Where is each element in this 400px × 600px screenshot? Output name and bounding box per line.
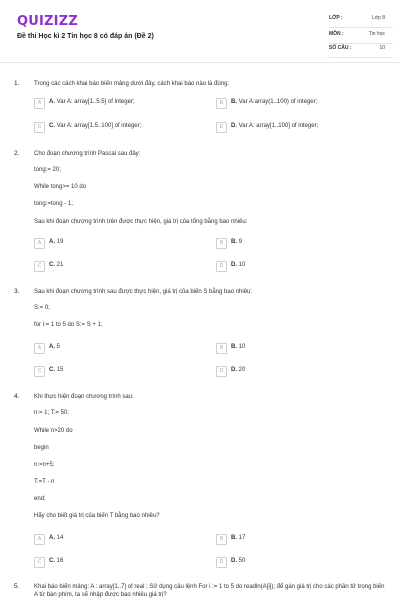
- option-letter-box: C: [34, 557, 45, 568]
- question-text: Khi thực hiện đoạn chương trình sau:: [34, 394, 134, 400]
- code-line: tong:= 20;: [34, 167, 61, 173]
- question-number: 2.: [14, 150, 20, 157]
- code-line: S:= 0;: [34, 305, 50, 311]
- question-number: 5.: [14, 583, 20, 590]
- question-prompt: Sau khi đoạn chương trình trên được thực hiện, giá trị của tổng bằng bao nhiêu:: [34, 219, 248, 225]
- code-line: end;: [34, 496, 46, 502]
- option-text: 15: [56, 367, 64, 373]
- code-line: for i:= 1 to 5 do S:= S + 1;: [34, 322, 103, 328]
- option-letter-box: D: [216, 261, 227, 272]
- option-text: 17: [238, 535, 246, 541]
- question-text: Trong các cách khai báo biến mảng dưới đây, cách khai báo nào là đúng:: [34, 81, 230, 87]
- option-letter-box: A: [34, 238, 45, 249]
- meta-key: MÔN :: [329, 31, 344, 37]
- question-text: Sau khi đoạn chương trình sau được thực hiện, giá trị của biến S bằng bao nhiêu:: [34, 289, 253, 295]
- meta-key: LỚP :: [329, 15, 343, 21]
- option-text: Var A:array(1..100) of integer;: [238, 99, 318, 105]
- meta-row-subject: [329, 29, 393, 44]
- meta-value: 10: [379, 45, 385, 51]
- meta-row-class: [329, 13, 393, 28]
- code-line: n:=n+5;: [34, 462, 55, 468]
- worksheet-header: [0, 0, 400, 63]
- option-text: 19: [56, 239, 64, 245]
- option-text: 5: [56, 344, 61, 350]
- meta-key: SỐ CÂU :: [329, 45, 352, 51]
- option-letter-box: B: [216, 98, 227, 109]
- option-text: Var A: array[1.5..100] of integer;: [56, 123, 142, 129]
- meta-value: Tin học: [368, 31, 385, 37]
- code-line: begin: [34, 445, 49, 451]
- question-number: 1.: [14, 80, 20, 87]
- page-title: Đề thi Học kì 2 Tin học 8 có đáp án (Đề 2): [17, 33, 154, 40]
- option-text: 9: [238, 239, 243, 245]
- option-text: Var A: array[1..5.5] of integer;: [56, 99, 135, 105]
- option-text: Var A: array[1..100] of integer;: [238, 123, 319, 129]
- option-letter-box: D: [216, 122, 227, 133]
- option-letter-box: B: [216, 238, 227, 249]
- code-line: T:=T - n: [34, 479, 55, 485]
- option-text: 20: [238, 367, 246, 373]
- option-letter-box: C: [34, 366, 45, 377]
- option-text: 14: [56, 535, 64, 541]
- code-line: n:= 1; T:= 50;: [34, 410, 69, 416]
- option-letter-box: A: [34, 534, 45, 545]
- question-prompt: Hãy cho biết giá trị của biến T bằng bao nhiêu?: [34, 513, 160, 519]
- question-text: Cho đoạn chương trình Pascal sau đây:: [34, 151, 141, 157]
- question-number: 4.: [14, 393, 20, 400]
- code-line: While tong>= 10 do: [34, 184, 87, 190]
- option-letter-box: C: [34, 261, 45, 272]
- option-letter-box: C: [34, 122, 45, 133]
- question-text: Khai báo biến mảng: A : array[1..7] of real ; Sử dụng câu lệnh For i := 1 to 5 do readln(A[i]); để gán giá trị cho các phần tử trong biến A từ bàn phím, ta sẽ nhập được bao nhiêu giá trị?: [34, 584, 385, 598]
- option-text: 21: [56, 262, 64, 268]
- code-line: tong:=tong - 1;: [34, 201, 73, 207]
- meta-row-count: [329, 43, 393, 58]
- meta-value: Lớp 8: [371, 15, 385, 21]
- option-letter-box: D: [216, 366, 227, 377]
- option-letter-box: B: [216, 343, 227, 354]
- option-letter-box: B: [216, 534, 227, 545]
- option-text: 10: [238, 262, 246, 268]
- question-number: 3.: [14, 288, 20, 295]
- quizizz-logo: QUIZIZZ: [17, 14, 78, 29]
- option-letter-box: A: [34, 98, 45, 109]
- option-text: 10: [238, 344, 246, 350]
- option-text: 50: [238, 558, 246, 564]
- code-line: While n>20 do: [34, 428, 73, 434]
- option-text: 16: [56, 558, 64, 564]
- option-letter-box: D: [216, 557, 227, 568]
- option-letter-box: A: [34, 343, 45, 354]
